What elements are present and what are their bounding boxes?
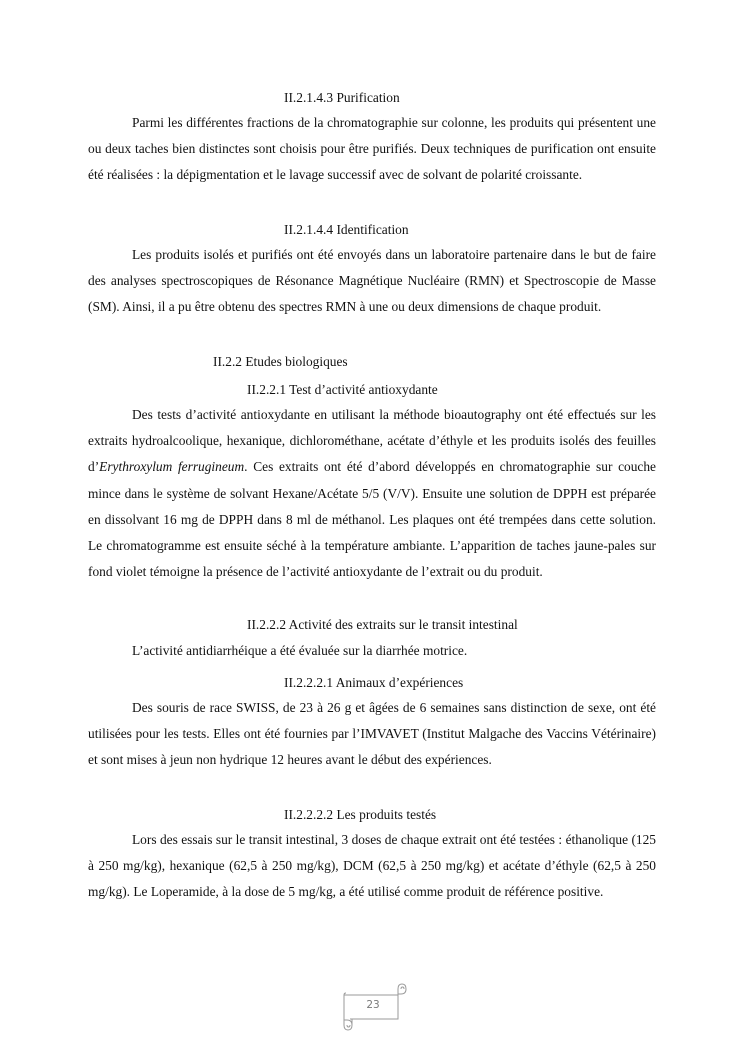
antioxidant-text-end: . Ces extraits ont été d’abord développés en chromatographie sur couche mince dans le système de solvant Hexane/Acétate 5/5 (V/V). Ensuite une solution de DPPH est préparée en dissolvant 16 mg de DPPH dans 8 ml de méthanol. Les plaques ont été trempées dans cette solution. Le chromatogramme est ensuite séché à la température ambiante. L’apparition de taches jaune-pales sur fond violet témoigne la présence de l’activité antioxydante de l’extrait ou du produit.	[88, 459, 656, 580]
animals-paragraph: Des souris de race SWISS, de 23 à 26 g et âgées de 6 semaines sans distinction de sexe, ont été utilisées pour les tests. Elles ont été fournies par l’IMVAVET (Institut Malgache des Vaccins Vétérinaire) et sont mises à jeun non hydrique 12 heures avant le début des expériences.	[88, 700, 656, 768]
purification-heading: II.2.1.4.3 Purification	[284, 90, 400, 105]
page-number-scroll	[338, 983, 408, 1033]
antioxidant-text-start: Des tests d’activité antioxydante en utilisant la méthode bioautography ont été effectués sur les extraits hydroalcoolique, hexanique, dichlorométhane, acétate d’éthyle et les produits isolés des feuilles d’	[88, 407, 656, 475]
identification-paragraph: Les produits isolés et purifiés ont été envoyés dans un laboratoire partenaire dans le but de faire des analyses spectroscopiques de Résonance Magnétique Nucléaire (RMN) et Spectroscopie de Masse (SM). Ainsi, il a pu être obtenu des spectres RMN à une ou deux dimensions de chaque produit.	[88, 247, 656, 315]
transit-paragraph: L’activité antidiarrhéique a été évaluée sur la diarrhée motrice.	[132, 643, 468, 658]
purification-paragraph: Parmi les différentes fractions de la chromatographie sur colonne, les produits qui présentent une ou deux taches bien distinctes sont choisis pour être purifiés. Deux techniques de purification ont ensuite été réalisées : la dépigmentation et le lavage successif avec de solvant de polarité croissante.	[88, 115, 656, 183]
biological-studies-heading: II.2.2 Etudes biologiques	[213, 354, 348, 369]
identification-heading: II.2.1.4.4 Identification	[284, 222, 409, 237]
antioxidant-test-heading: II.2.2.1 Test d’activité antioxydante	[247, 382, 438, 397]
animals-heading: II.2.2.2.1 Animaux d’expériences	[284, 675, 464, 690]
species-name: Erythroxylum ferrugineum	[99, 459, 245, 475]
page-number: 23	[366, 999, 380, 1011]
transit-heading: II.2.2.2 Activité des extraits sur le transit intestinal	[247, 617, 518, 632]
antioxidant-paragraph	[88, 402, 656, 585]
products-paragraph: Lors des essais sur le transit intestinal, 3 doses de chaque extrait ont été testées : éthanolique (125 à 250 mg/kg), hexanique (62,5 à 250 mg/kg), DCM (62,5 à 250 mg/kg) et acétate d’éthyle (62,5 à 250 mg/kg). Le Loperamide, à la dose de 5 mg/kg, a été utilisé comme produit de référence positive.	[88, 832, 656, 900]
products-heading: II.2.2.2.2 Les produits testés	[284, 807, 437, 822]
